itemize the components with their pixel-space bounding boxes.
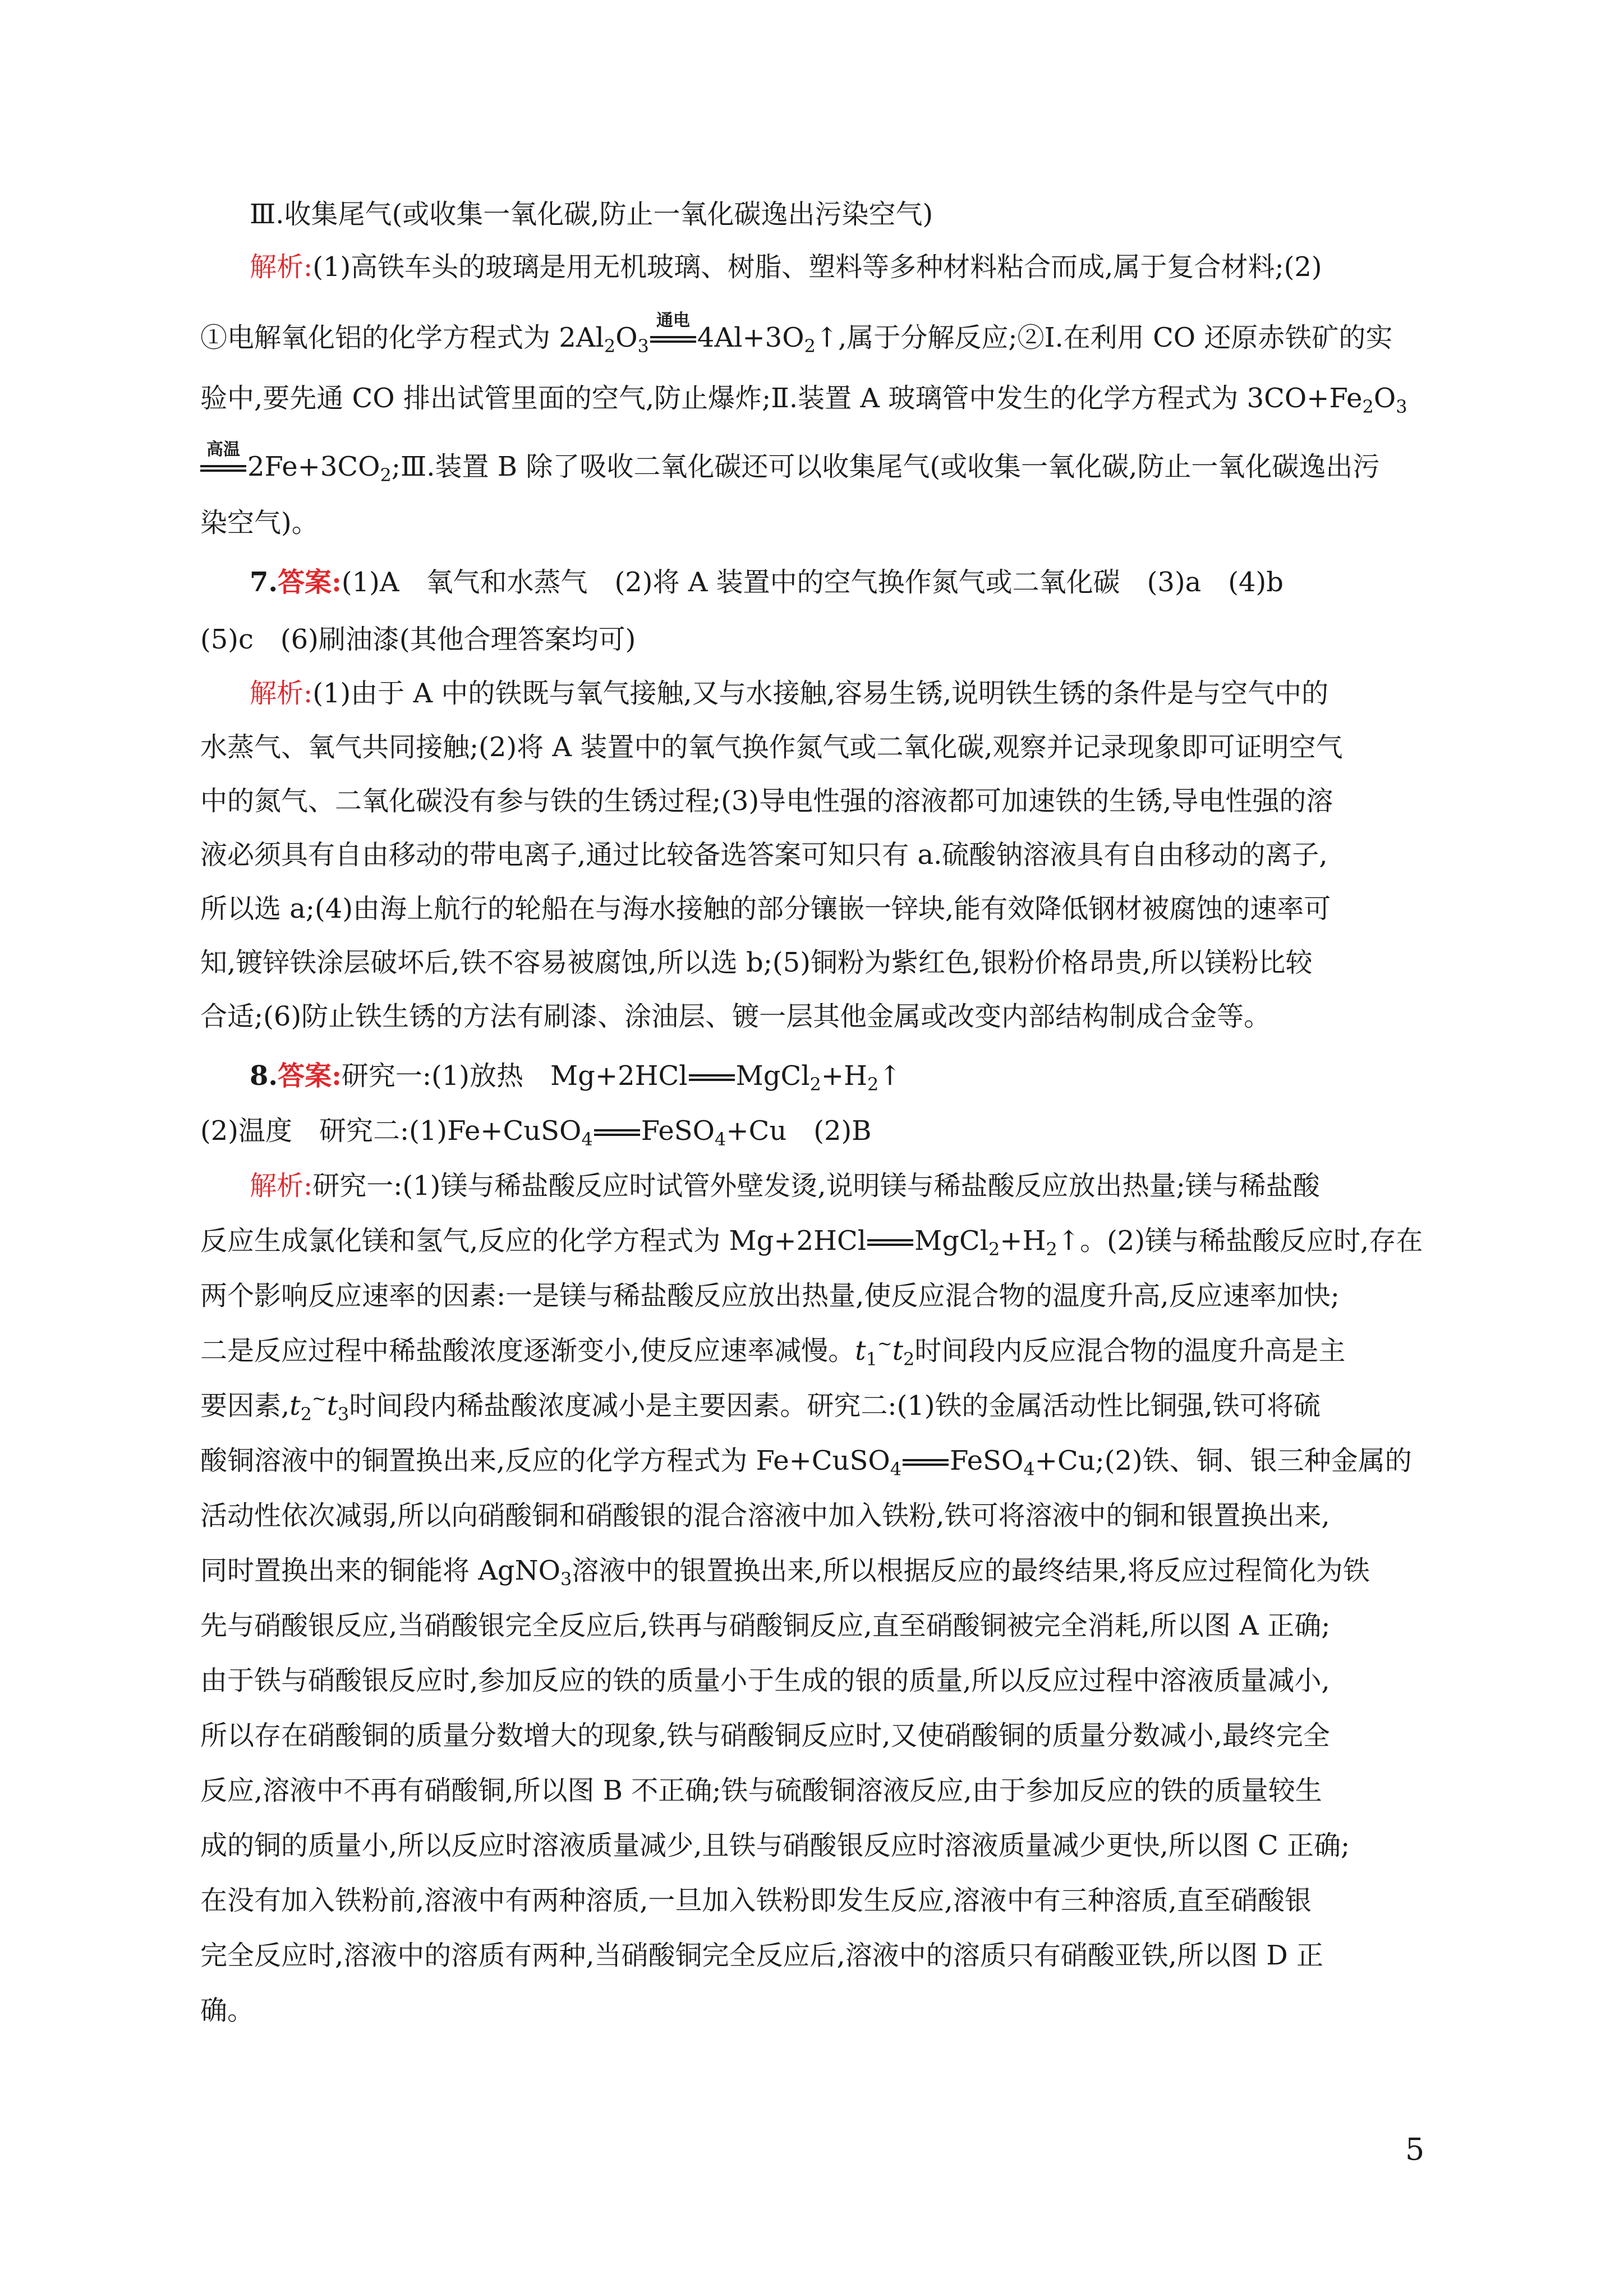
- text-run: ①电解氧化铝的化学方程式为 2Al: [200, 322, 604, 353]
- q7-analysis-line-4: 液必须具有自由移动的带电离子,通过比较备选答案可知只有 a.硫酸钠溶液具有自由移动的离子,: [200, 839, 1328, 871]
- subscript: 2: [804, 335, 816, 357]
- q8-analysis-line-10: 由于铁与硝酸银反应时,参加反应的铁的质量小于生成的银的质量,所以反应过程中溶液质量减小,: [200, 1665, 1330, 1696]
- subscript: 1: [866, 1349, 877, 1370]
- subscript: 3: [338, 1404, 349, 1425]
- text-run: O: [1373, 383, 1396, 414]
- tilde: ~: [311, 1388, 327, 1409]
- text-run: +H: [821, 1060, 867, 1092]
- text-run: FeSO: [641, 1115, 715, 1147]
- q8-analysis-line-11: 所以存在硝酸铜的质量分数增大的现象,铁与硝酸铜反应时,又使硝酸铜的质量分数减小,最终完全: [200, 1720, 1330, 1751]
- q6-analysis-line-4: [200, 439, 1380, 486]
- text-run: 溶液中的银置换出来,所以根据反应的最终结果,将反应过程简化为铁: [572, 1555, 1370, 1586]
- q8-analysis-line-6: [200, 1444, 1412, 1478]
- reaction-condition: 高温: [206, 439, 240, 459]
- text-run: MgCl: [914, 1225, 989, 1257]
- text-run: ↑,属于分解反应;②Ⅰ.在利用 CO 还原赤铁矿的实: [815, 322, 1393, 353]
- q6-analysis-line-5: 染空气)。: [200, 507, 319, 539]
- q8-analysis-line-16: 确。: [200, 1995, 255, 2026]
- subscript: 2: [300, 1404, 312, 1425]
- q6-analysis-label: 解析:: [250, 251, 313, 283]
- variable-t: t: [892, 1335, 904, 1366]
- text-run: 酸铜溶液中的铜置换出来,反应的化学方程式为 Fe+CuSO: [200, 1445, 890, 1476]
- variable-t: t: [326, 1390, 338, 1421]
- q7-analysis-line-6: 知,镀锌铁涂层破坏后,铁不容易被腐蚀,所以选 b;(5)铜粉为紫红色,银粉价格昂贵,所以镁粉比较: [200, 947, 1313, 978]
- q8-analysis-line-15: 完全反应时,溶液中的溶质有两种,当硝酸铜完全反应后,溶液中的溶质只有硝酸亚铁,所以图 D 正: [200, 1940, 1324, 1971]
- q8-analysis-line-1: [250, 1169, 1320, 1203]
- question-number: 7.: [250, 567, 278, 598]
- text-run: 要因素,: [200, 1390, 290, 1421]
- text-run: ↑: [878, 1060, 901, 1092]
- q7-analysis-line-1: [250, 677, 1328, 710]
- subscript: 2: [1046, 1239, 1057, 1260]
- q7-analysis-line-7: 合适;(6)防止铁生锈的方法有刷漆、涂油层、镀一层其他金属或改变内部结构制成合金等。: [200, 1001, 1271, 1032]
- text-run: O: [615, 322, 638, 353]
- q7-analysis-line-5: 所以选 a;(4)由海上航行的轮船在与海水接触的部分镶嵌一锌块,能有效降低钢材被腐蚀的速率可: [200, 893, 1331, 924]
- q6-analysis-line-2: [200, 310, 1393, 357]
- text-run: 二是反应过程中稀盐酸浓度逐渐变小,使反应速率减慢。: [200, 1335, 855, 1366]
- q6-line-3: Ⅲ.收集尾气(或收集一氧化碳,防止一氧化碳逸出污染空气): [250, 199, 933, 230]
- text-run: +Cu (2)B: [726, 1115, 872, 1147]
- text-run: 同时置换出来的铜能将 AgNO: [200, 1555, 561, 1586]
- equals-sign: [200, 439, 246, 477]
- q8-analysis-line-4: [200, 1334, 1345, 1368]
- q8-analysis-line-14: 在没有加入铁粉前,溶液中有两种溶质,一旦加入铁粉即发生反应,溶液中有三种溶质,直至硝酸银: [200, 1885, 1312, 1916]
- q8-analysis-line-2: [200, 1224, 1423, 1258]
- subscript: 4: [1023, 1458, 1035, 1480]
- q7-analysis-line-2: 水蒸气、氧气共同接触;(2)将 A 装置中的氧气换作氮气或二氧化碳,观察并记录现象即可证明空气: [200, 731, 1343, 763]
- analysis-label: 解析:: [250, 1170, 313, 1202]
- equals-sign: [650, 310, 696, 348]
- tilde: ~: [877, 1333, 892, 1354]
- text-run: +Cu;(2)铁、铜、银三种金属的: [1034, 1445, 1412, 1476]
- text-run: 2Fe+3CO: [247, 451, 380, 482]
- q6-analysis-line-1: [250, 250, 1322, 284]
- question-number: 8.: [250, 1060, 278, 1092]
- page-number: 5: [1405, 2132, 1425, 2167]
- text-run: ;Ⅲ.装置 B 除了吸收二氧化碳还可以收集尾气(或收集一氧化碳,防止一氧化碳逸出污: [391, 451, 1380, 482]
- text-run: 4Al+3O: [697, 322, 804, 353]
- subscript: 2: [604, 335, 616, 357]
- q7-answer-line-2: (5)c (6)刷油漆(其他合理答案均可): [200, 624, 636, 655]
- q8-answer-line-2: [200, 1114, 872, 1148]
- text-run: 时间段内稀盐酸浓度减小是主要因素。研究二:(1)铁的金属活动性比铜强,铁可将硫: [349, 1390, 1321, 1421]
- equals-sign: [903, 1455, 949, 1471]
- variable-t: t: [289, 1390, 301, 1421]
- subscript: 4: [715, 1129, 726, 1150]
- variable-t: t: [855, 1335, 866, 1366]
- answer-label: 答案:: [278, 1060, 342, 1092]
- q8-analysis-line-3: 两个影响反应速率的因素:一是镁与稀盐酸反应放出热量,使反应混合物的温度升高,反应速率加快;: [200, 1280, 1340, 1312]
- q6-analysis-text: (1)高铁车头的玻璃是用无机玻璃、树脂、塑料等多种材料粘合而成,属于复合材料;(2): [312, 251, 1322, 283]
- q8-answer-line-1: [250, 1059, 901, 1093]
- analysis-text: 研究一:(1)镁与稀盐酸反应时试管外壁发烫,说明镁与稀盐酸反应放出热量;镁与稀盐酸: [312, 1170, 1320, 1202]
- text-run: ↑。(2)镁与稀盐酸反应时,存在: [1057, 1225, 1423, 1257]
- q8-analysis-line-5: [200, 1389, 1321, 1423]
- q6-analysis-line-3: [200, 381, 1407, 415]
- text-run: (2)温度 研究二:(1)Fe+CuSO: [200, 1115, 582, 1147]
- subscript: 2: [380, 464, 392, 486]
- equals-sign: [594, 1125, 640, 1142]
- subscript: 2: [903, 1349, 915, 1370]
- reaction-condition: 通电: [656, 310, 690, 330]
- subscript: 2: [1362, 396, 1374, 417]
- text-run: MgCl: [735, 1060, 810, 1092]
- equals-sign: [867, 1235, 913, 1251]
- subscript: 2: [867, 1074, 879, 1095]
- subscript: 3: [1396, 396, 1407, 417]
- subscript: 2: [988, 1239, 1000, 1260]
- q7-answer-line-1: [250, 565, 1283, 599]
- subscript: 4: [581, 1129, 593, 1150]
- subscript: 4: [890, 1458, 902, 1480]
- q8-analysis-line-12: 反应,溶液中不再有硝酸铜,所以图 B 不正确;铁与硫酸铜溶液反应,由于参加反应的铁的质量较生: [200, 1775, 1322, 1806]
- equals-sign: [689, 1070, 735, 1087]
- subscript: 2: [809, 1074, 821, 1095]
- subscript: 3: [637, 335, 649, 357]
- answer-text: (1)A 氧气和水蒸气 (2)将 A 装置中的空气换作氮气或二氧化碳 (3)a (4)b: [341, 567, 1284, 598]
- answer-label: 答案:: [278, 567, 342, 598]
- q8-analysis-line-9: 先与硝酸银反应,当硝酸银完全反应后,铁再与硝酸铜反应,直至硝酸铜被完全消耗,所以图 A 正确;: [200, 1610, 1331, 1641]
- q8-analysis-line-7: 活动性依次减弱,所以向硝酸铜和硝酸银的混合溶液中加入铁粉,铁可将溶液中的铜和银置换出来,: [200, 1500, 1330, 1531]
- text-run: +H: [1000, 1225, 1046, 1257]
- text-run: 时间段内反应混合物的温度升高是主: [914, 1335, 1346, 1366]
- q7-analysis-line-3: 中的氮气、二氧化碳没有参与铁的生锈过程;(3)导电性强的溶液都可加速铁的生锈,导电性强的溶: [200, 785, 1333, 817]
- analysis-label: 解析:: [250, 678, 313, 709]
- analysis-text: (1)由于 A 中的铁既与氧气接触,又与水接触,容易生锈,说明铁生锈的条件是与空气中的: [312, 678, 1329, 709]
- text-run: 研究一:(1)放热 Mg+2HCl: [341, 1060, 688, 1092]
- q8-analysis-line-8: [200, 1554, 1370, 1588]
- subscript: 3: [560, 1568, 572, 1590]
- text-run: 反应生成氯化镁和氢气,反应的化学方程式为 Mg+2HCl: [200, 1225, 867, 1257]
- q8-analysis-line-13: 成的铜的质量小,所以反应时溶液质量减少,且铁与硝酸银反应时溶液质量减少更快,所以图 C 正确;: [200, 1830, 1350, 1861]
- text-run: FeSO: [950, 1445, 1024, 1476]
- text-run: 验中,要先通 CO 排出试管里面的空气,防止爆炸;Ⅱ.装置 A 玻璃管中发生的化学方程式为 3CO+Fe: [200, 383, 1363, 414]
